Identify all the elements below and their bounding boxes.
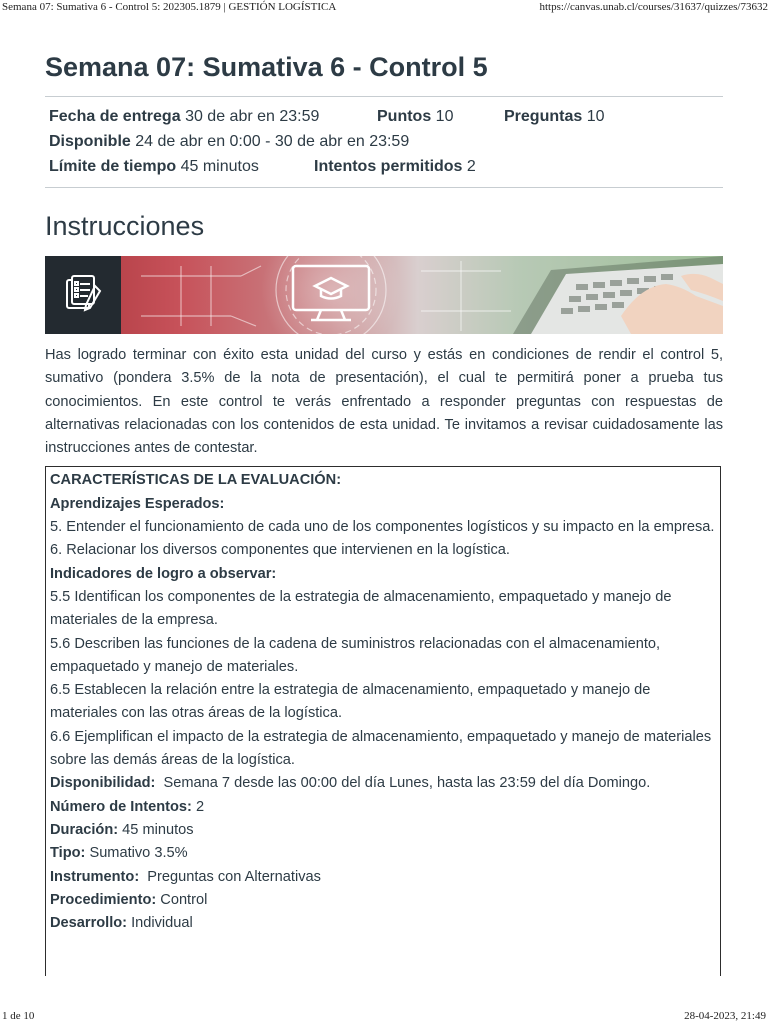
expected-learning-item: 6. Relacionar los diversos componentes que intervienen en la logística. [50, 542, 510, 559]
due-value: 30 de abr en 23:59 [185, 108, 320, 125]
type-line [50, 842, 720, 865]
type-value: Sumativo 3.5% [85, 845, 188, 862]
meta-row-2 [49, 129, 723, 154]
duration-line [50, 819, 720, 842]
time-limit-label: Límite de tiempo [49, 158, 177, 175]
questions-value: 10 [586, 108, 605, 125]
time-limit [49, 154, 259, 179]
indicator-item: 6.6 Ejemplifican el impacto de la estrategia de almacenamiento, empaquetado y manejo de materiales sobre las demás áreas de la logística. [50, 728, 712, 769]
indicators-label: Indicadores de logro a observar: [50, 565, 277, 582]
allowed-attempts [314, 154, 476, 179]
attempts-value: 2 [466, 158, 476, 175]
availability-value: Semana 7 desde las 00:00 del día Lunes, hasta las 23:59 del día Domingo. [155, 775, 651, 792]
print-datetime: 28-04-2023, 21:49 [684, 1010, 766, 1022]
attempts-count-value: 2 [191, 798, 205, 815]
indicator-item: 5.6 Describen las funciones de la cadena de suministros relacionadas con el almacenamiento, empaquetado y manejo de materiales. [50, 635, 661, 675]
print-header [0, 0, 768, 16]
time-limit-value: 45 minutos [180, 158, 259, 175]
meta-row-3 [49, 154, 723, 179]
type-label: Tipo: [50, 845, 86, 862]
attempts-label: Intentos permitidos [314, 158, 463, 175]
duration-value: 45 minutos [118, 821, 194, 838]
print-header-title: Semana 07: Sumativa 6 - Control 5: 202305.1879 | GESTIÓN LOGÍSTICA [2, 1, 337, 13]
development-value: Individual [127, 915, 193, 932]
quiz-meta [45, 97, 723, 188]
points-value: 10 [435, 108, 454, 125]
instructions-intro: Has logrado terminar con éxito esta unidad del curso y estás en condiciones de rendir el control 5, sumativo (pondera 3.5% de la nota de presentación), el cual te permitirá poner a prueba tus conocimientos. En este control te verás enfrentado a responder preguntas con respuestas de alternativas relacionadas con los contenidos de esta unidad. Te invitamos a revisar cuidadosamente las instrucciones antes de contestar. [45, 347, 723, 457]
availability [49, 129, 409, 154]
development-label: Desarrollo: [50, 915, 128, 932]
duration-label: Duración: [50, 821, 119, 838]
banner-icon-box [45, 256, 121, 334]
print-footer [0, 1008, 768, 1024]
availability-label: Disponibilidad: [50, 775, 156, 792]
due-label: Fecha de entrega [49, 108, 181, 125]
instrument-line [50, 866, 720, 889]
procedure-value: Control [156, 891, 208, 908]
meta-row-1 [49, 104, 723, 129]
banner-artwork [121, 256, 723, 334]
indicator-item: 6.5 Establecen la relación entre la estrategia de almacenamiento, empaquetado y manejo de materiales con las otras áreas de la logística. [50, 682, 651, 722]
characteristics-box [45, 466, 721, 976]
development-line [50, 912, 720, 935]
available-value: 24 de abr en 0:00 - 30 de abr en 23:59 [135, 133, 410, 150]
attempts-count-label: Número de Intentos: [50, 798, 192, 815]
instructions-title: Instrucciones [45, 211, 205, 241]
points [377, 104, 453, 129]
expected-learning-label: Aprendizajes Esperados: [50, 495, 225, 512]
quiz-content [45, 48, 723, 976]
characteristics-heading: CARACTERÍSTICAS DE LA EVALUACIÓN: [50, 472, 342, 489]
procedure-line [50, 889, 720, 912]
quiz-title: Semana 07: Sumativa 6 - Control 5 [45, 48, 723, 97]
instrument-label: Instrumento: [50, 868, 140, 885]
attempts-line [50, 796, 720, 819]
points-label: Puntos [377, 108, 432, 125]
checklist-pencil-icon [45, 256, 121, 334]
available-label: Disponible [49, 133, 131, 150]
print-header-url: https://canvas.unab.cl/courses/31637/quizzes/73632 [539, 1, 768, 13]
due-date [49, 104, 319, 129]
instrument-value: Preguntas con Alternativas [139, 868, 321, 885]
availability-line [50, 772, 720, 795]
indicator-item: 5.5 Identifican los componentes de la estrategia de almacenamiento, empaquetado y manejo de materiales de la empresa. [50, 588, 672, 629]
expected-learning-item: 5. Entender el funcionamiento de cada uno de los componentes logísticos y su impacto en la empresa. [50, 519, 715, 536]
page-number: 1 de 10 [2, 1010, 35, 1022]
procedure-label: Procedimiento: [50, 891, 157, 908]
questions [504, 104, 605, 129]
questions-label: Preguntas [504, 108, 583, 125]
instructions-banner [45, 256, 723, 334]
